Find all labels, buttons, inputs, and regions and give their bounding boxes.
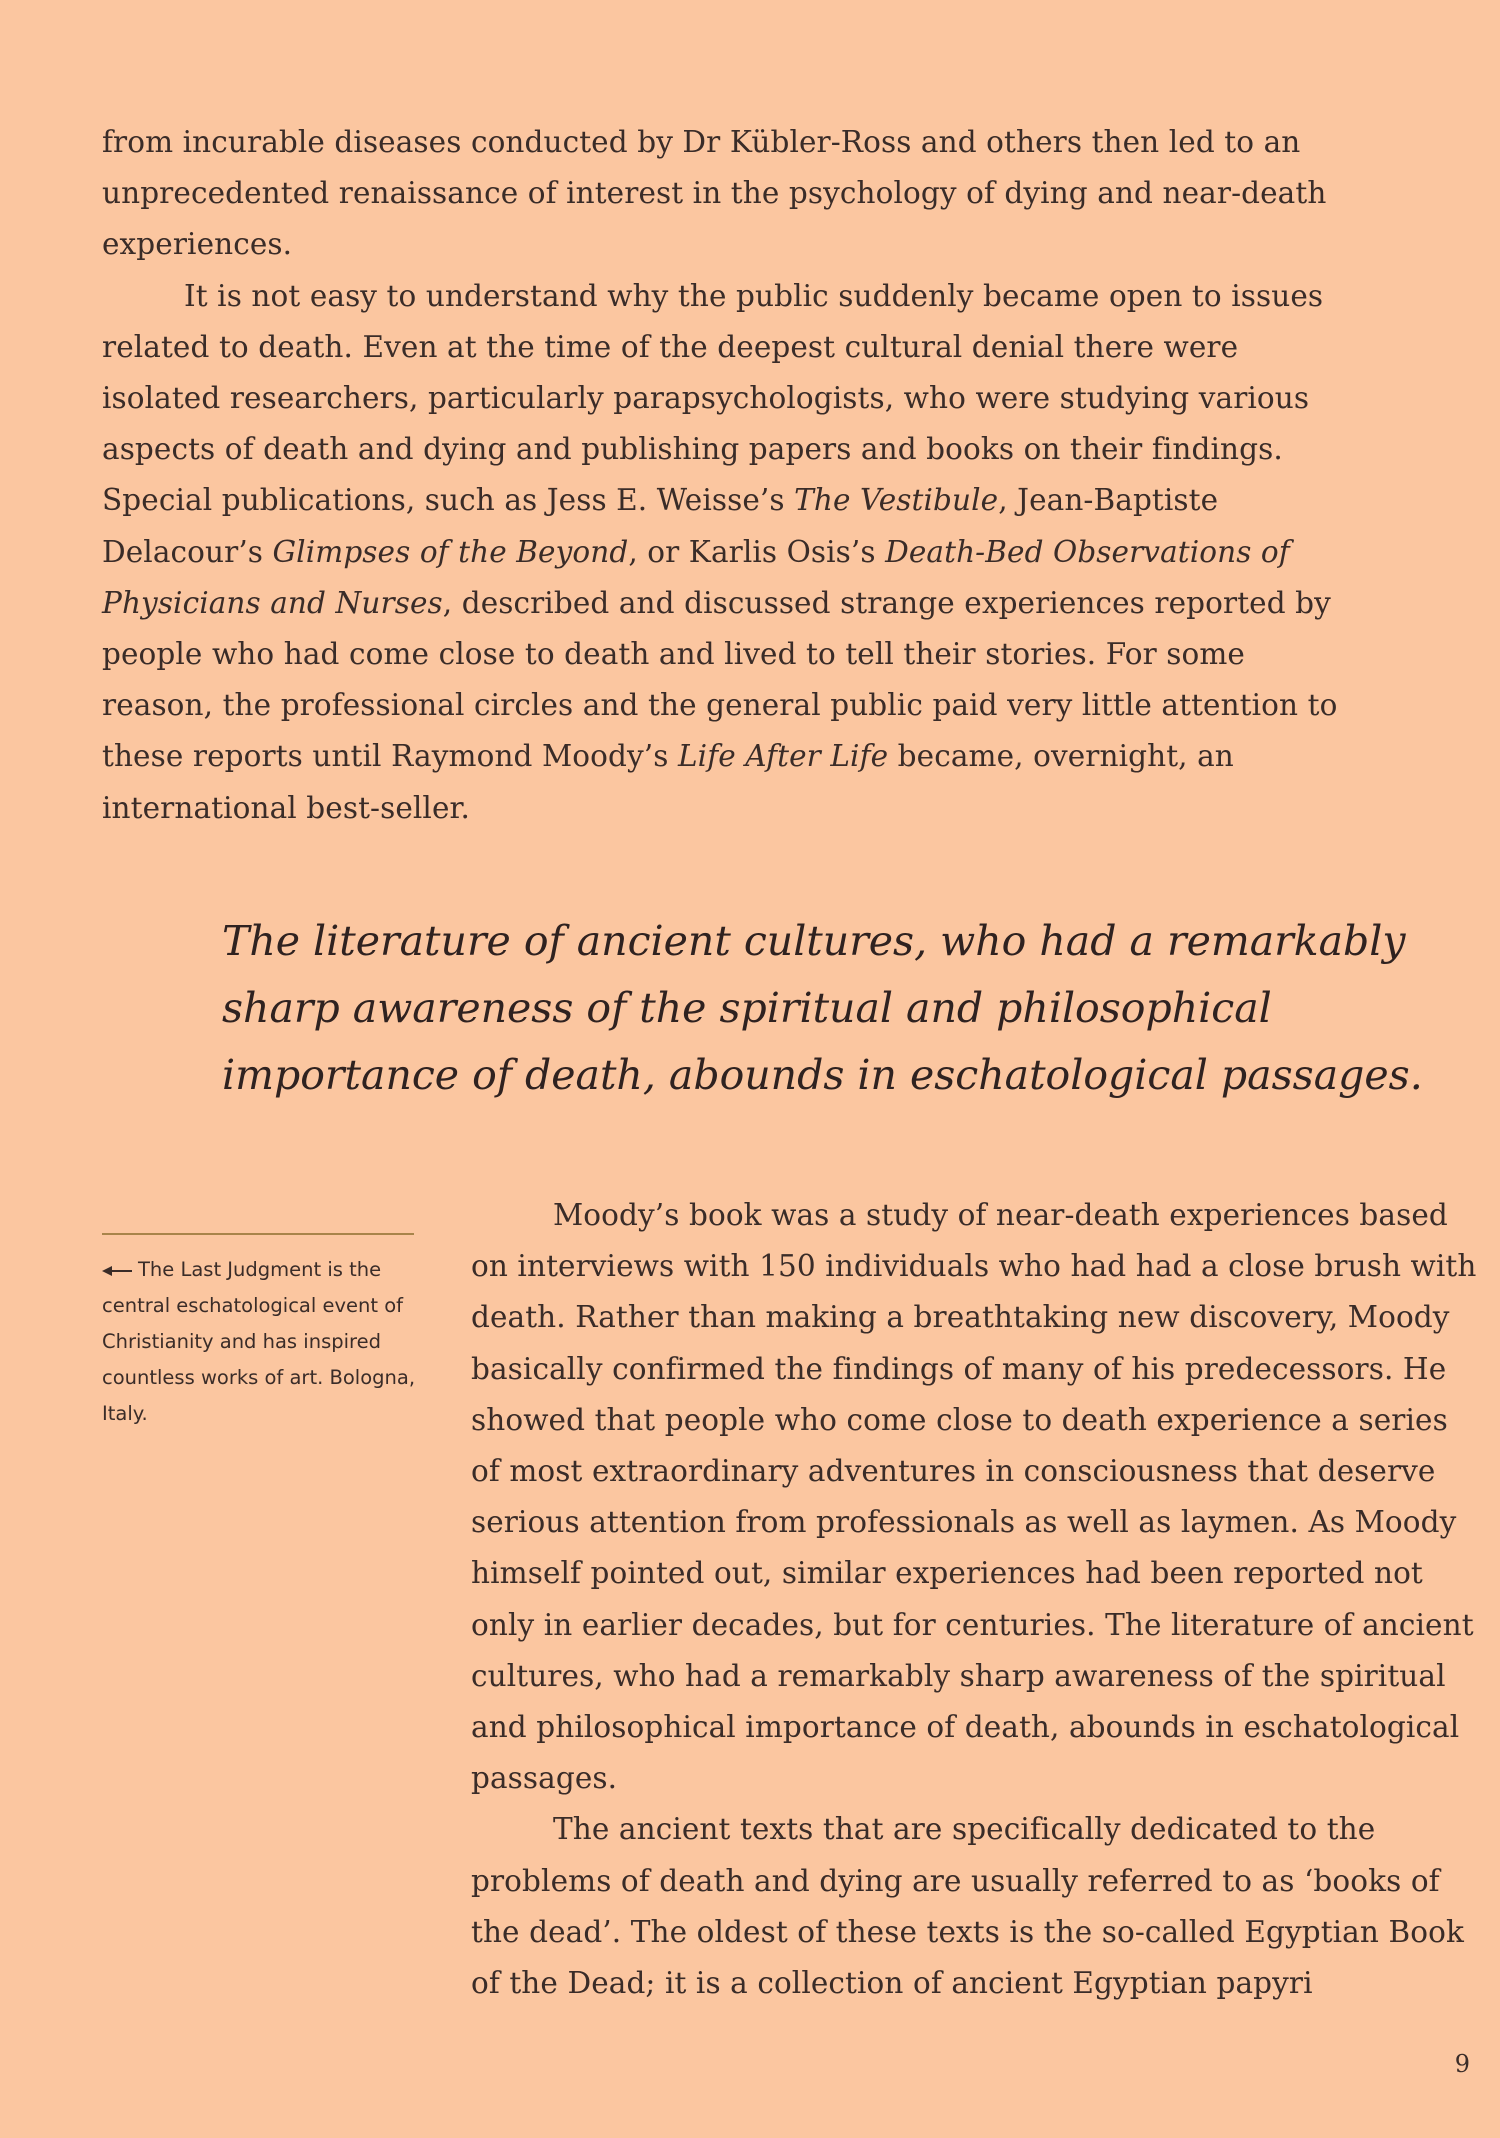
text-run: , Jean-Baptiste Delacour’s	[102, 483, 1219, 569]
main-text-block	[471, 1190, 1481, 2009]
paragraph-moody-study: Moody’s book was a study of near-death experiences based on interviews with 150 individuals who had had a close brush with death. Rather than making a breathtaking new discovery, Moody basically confirmed the findings of many of his predecessors. He showed that people who come close to death experience a series of most extraordinary adventures in consciousness that deserve serious attention from professionals as well as laymen. As Moody himself pointed out, similar experiences had been reported not only in earlier decades, but for centuries. The literature of ancient cultures, who had a remarkably sharp awareness of the spiritual and philosophical importance of death, abounds in eschatological passages.	[471, 1198, 1477, 1796]
text-run: It is not easy to understand why the public suddenly became open to issues related to death. Even at the time of the deepest cultural denial there were isolated researchers, particularly parapsychologists, who were studying various aspects of death and dying and publishing papers and books on their findings. Special publications, such as Jess E. Weisse’s	[102, 278, 1324, 518]
paragraph-public-interest	[102, 271, 1342, 834]
book-title-deathbed: Death-Bed Observations of Physicians and Nurses	[102, 534, 1290, 620]
image-caption	[102, 1252, 422, 1432]
text-run: , or Karlis Osis’s	[628, 534, 886, 569]
caption-divider	[102, 1233, 414, 1235]
left-arrow-icon	[102, 1264, 132, 1278]
top-text-block	[102, 117, 1342, 834]
page-number: 9	[1454, 2050, 1470, 2078]
book-title-vestibule: The Vestibule	[794, 483, 999, 518]
book-title-glimpses: Glimpses of the Beyond	[272, 534, 629, 569]
text-run: became, overnight, an international best-seller.	[102, 739, 1234, 825]
text-run: , described and discussed strange experiences reported by people who had come close to death and lived to tell their stories. For some reason, the professional circles and the general public paid very little attention to these reports until Raymond Moody’s	[102, 585, 1338, 774]
paragraph-continuation: from incurable diseases conducted by Dr Kübler-Ross and others then led to an unprecedented renaissance of interest in the psychology of dying and near-death experiences.	[102, 125, 1327, 262]
caption-text: The Last Judgment is the central eschatological event of Christianity and has inspired countless works of art. Bologna, Italy.	[102, 1258, 416, 1425]
book-title-life-after-life: Life After Life	[677, 739, 889, 774]
pull-quote: The literature of ancient cultures, who had a remarkably sharp awareness of the spiritual and philosophical importance of death, abounds in eschatological passages.	[222, 917, 1423, 1099]
paragraph-books-of-dead: The ancient texts that are specifically dedicated to the problems of death and dying are usually referred to as ‘books of the dead’. The oldest of these texts is the so-called Egyptian Book of the Dead; it is a collection of ancient Egyptian papyri	[471, 1812, 1464, 2001]
